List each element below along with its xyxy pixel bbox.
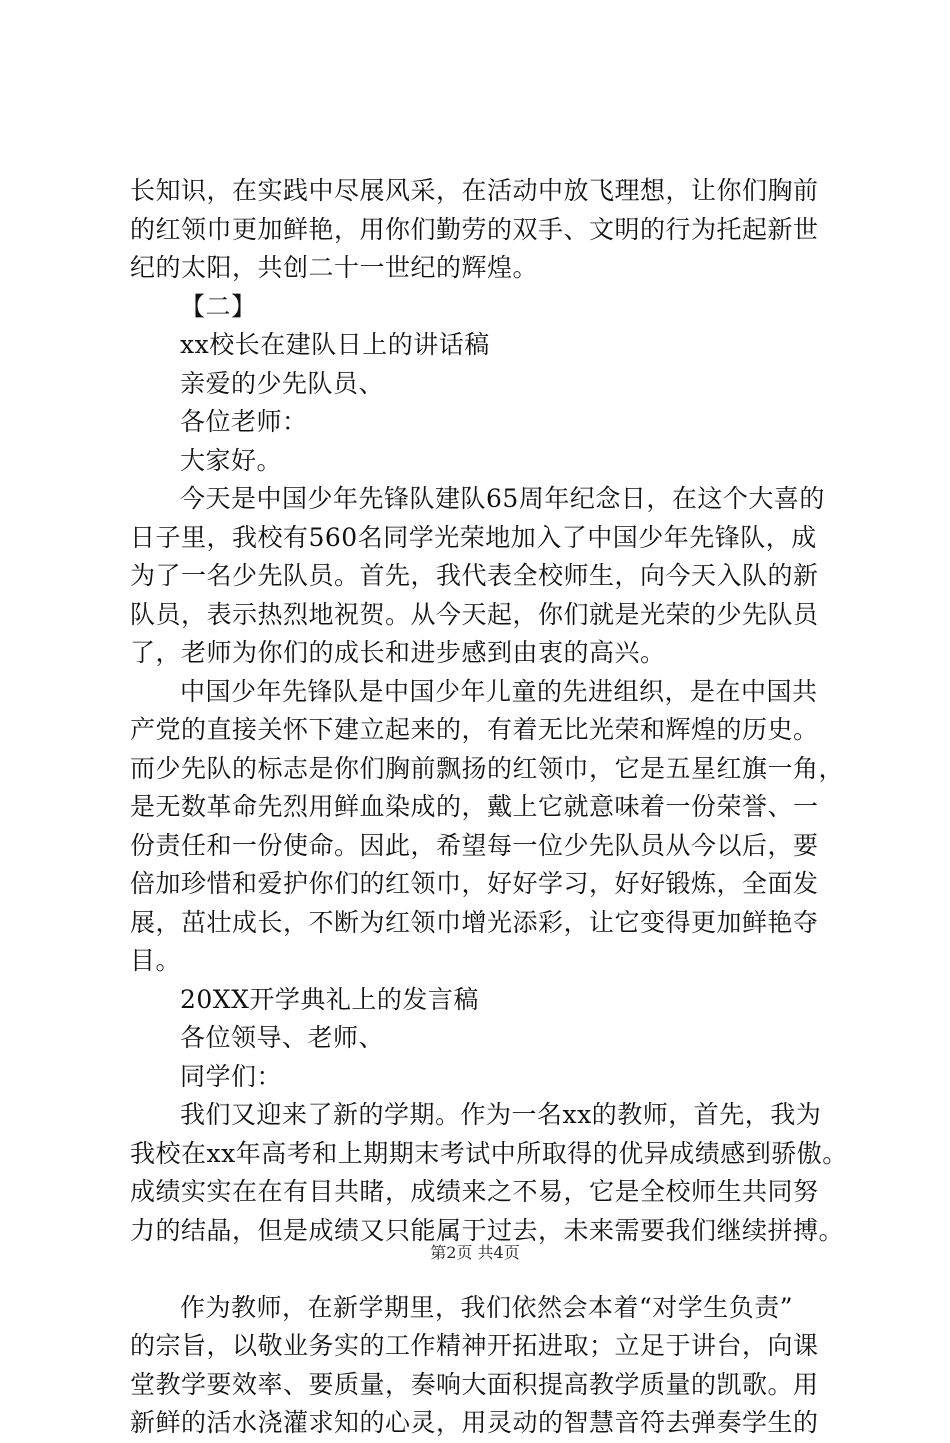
- text-line: 份责任和一份使命。因此，希望每一位少先队员从今以后，要: [130, 830, 819, 860]
- text-line: 队员，表示热烈地祝贺。从今天起，你们就是光荣的少先队员: [130, 599, 819, 629]
- text-line: 展，茁壮成长，不断为红领巾增光添彩，让它变得更加鲜艳夺: [130, 907, 819, 937]
- text-line: 中国少年先锋队是中国少年儿童的先进组织，是在中国共: [180, 676, 818, 706]
- text-line: 堂教学要效率、要质量，奏响大面积提高教学质量的凯歌。用: [130, 1369, 819, 1399]
- text-line: 新鲜的活水浇灌求知的心灵，用灵动的智慧音符去弹奏学生的: [130, 1408, 819, 1437]
- text-line: 日子里，我校有560名同学光荣地加入了中国少年先锋队，成: [130, 522, 817, 552]
- text-line: 是无数革命先烈用鲜血染成的，戴上它就意味着一份荣誉、一: [130, 792, 819, 821]
- text-line: xx校长在建队日上的讲话稿: [180, 330, 490, 359]
- page-footer: 第2页 共4页: [430, 1243, 520, 1262]
- text-line: 为了一名少先队员。首先，我代表全校师生，向今天入队的新: [130, 561, 819, 590]
- text-line: 今天是中国少年先锋队建队65周年纪念日，在这个大喜的: [180, 484, 825, 513]
- text-line: 我校在xx年高考和上期期末考试中所取得的优异成绩感到骄傲。: [130, 1138, 848, 1168]
- text-line: 纪的太阳，共创二十一世纪的辉煌。: [130, 253, 539, 282]
- text-line: 作为教师，在新学期里，我们依然会本着“对学生负责”: [180, 1292, 794, 1322]
- text-line: 的宗旨，以敬业务实的工作精神开拓进取；立足于讲台，向课: [130, 1331, 819, 1360]
- text-line: 我们又迎来了新的学期。作为一名xx的教师，首先，我为: [180, 1100, 822, 1129]
- text-line: 大家好。: [180, 445, 283, 475]
- text-line: 目。: [130, 946, 182, 975]
- text-line: 长知识，在实践中尽展风采，在活动中放飞理想，让你们胸前: [130, 176, 819, 205]
- text-line: 各位领导、老师、: [180, 1023, 385, 1052]
- text-line: 力的结晶，但是成绩又只能属于过去，未来需要我们继续拼搏。: [130, 1215, 845, 1245]
- text-line: 了，老师为你们的成长和进步感到由衷的高兴。: [130, 638, 666, 667]
- text-line: 而少先队的标志是你们胸前飘扬的红领巾，它是五星红旗一角，: [130, 753, 845, 783]
- text-line: 成绩实实在在有目共睹，成绩来之不易，它是全校师生共同努: [130, 1177, 819, 1206]
- text-line: 各位老师：: [180, 407, 308, 436]
- text-line: 同学们：: [180, 1061, 283, 1091]
- text-line: 20XX开学典礼上的发言稿: [180, 984, 479, 1014]
- text-line: 倍加珍惜和爱护你们的红领巾，好好学习，好好锻炼，全面发: [130, 869, 819, 898]
- text-line: 产党的直接关怀下建立起来的，有着无比光荣和辉煌的历史。: [130, 715, 819, 744]
- text-line: 的红领巾更加鲜艳，用你们勤劳的双手、文明的行为托起新世: [130, 214, 819, 244]
- text-line: 【二】: [180, 291, 257, 321]
- text-line: 亲爱的少先队员、: [180, 368, 385, 398]
